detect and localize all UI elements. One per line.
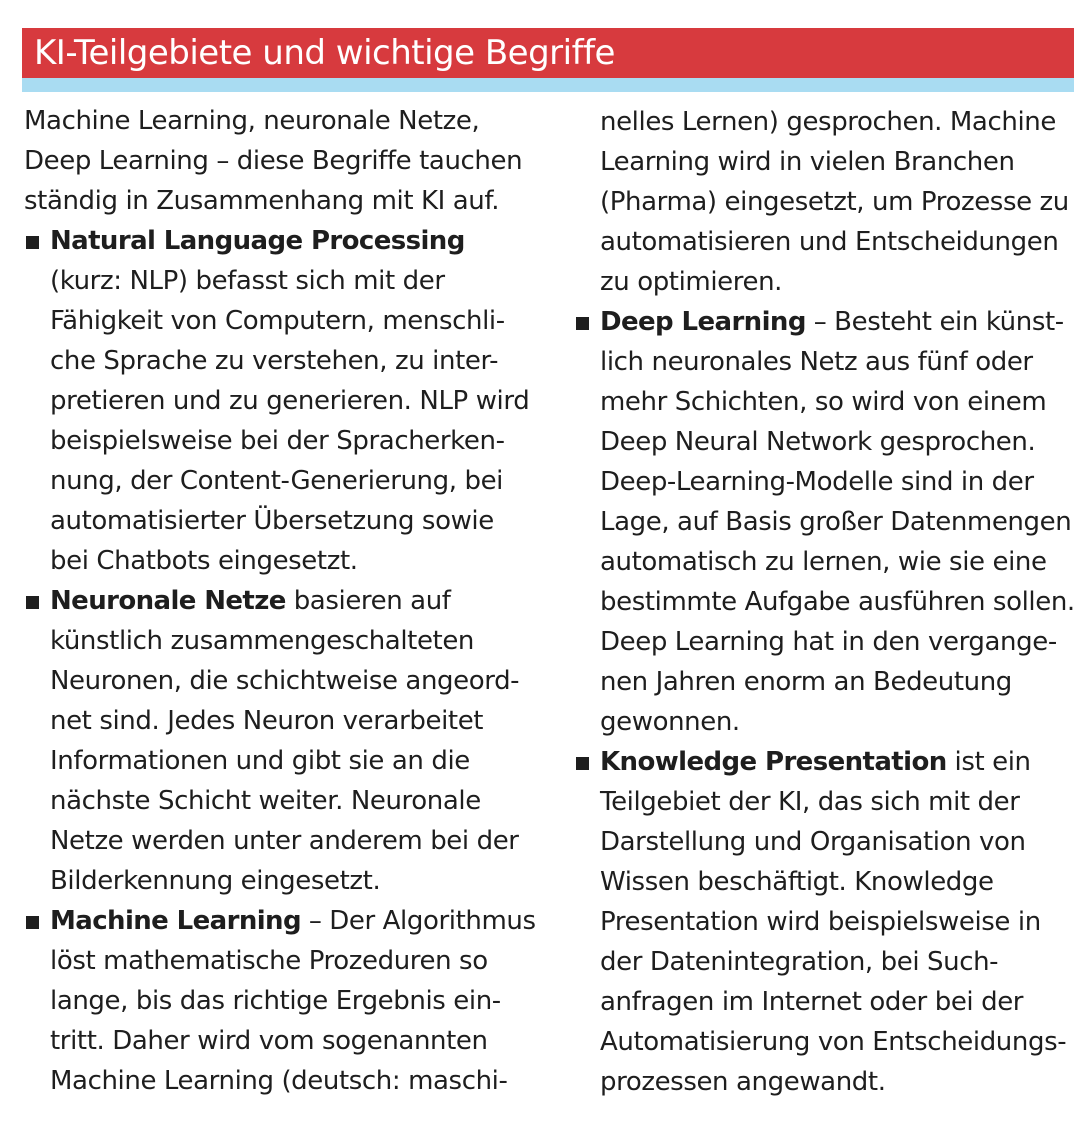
item-line: lich neuronales Netz aus fünf oder [600, 347, 1033, 377]
item-line: automatisierter Übersetzung sowie [50, 506, 494, 536]
item-line: gewonnen. [600, 707, 740, 737]
item-line: künstlich zusammengeschalteten [50, 626, 475, 656]
item-line: pretieren und zu generieren. NLP wird [50, 386, 530, 416]
item-line: Presentation wird beispielsweise in [600, 907, 1041, 937]
term-continuation: ist ein [946, 747, 1031, 777]
intro-line: Deep Learning – diese Begriffe tauchen [24, 146, 523, 176]
item-line: Deep Learning hat in den vergange- [600, 627, 1057, 657]
item-line: Machine Learning (deutsch: maschi- [50, 1066, 508, 1096]
item-line: (Pharma) eingesetzt, um Prozesse zu [600, 187, 1069, 217]
item-line: anfragen im Internet oder bei der [600, 987, 1024, 1017]
item-first-line [600, 746, 1031, 778]
item-line: prozessen angewandt. [600, 1067, 886, 1097]
item-line: Automatisierung von Entscheidungs- [600, 1027, 1067, 1057]
term-continuation: basieren auf [285, 586, 451, 616]
bullet-square [576, 317, 589, 330]
item-line: che Sprache zu verstehen, zu inter- [50, 346, 499, 376]
intro-line: Machine Learning, neuronale Netze, [24, 106, 480, 136]
term-knowledge-presentation: Knowledge Presentation [600, 747, 947, 777]
item-line: Netze werden unter anderem bei der [50, 826, 519, 856]
item-line: Informationen und gibt sie an die [50, 746, 470, 776]
bullet-square [26, 596, 39, 609]
bullet-square [26, 236, 39, 249]
item-line: Wissen beschäftigt. Knowledge [600, 867, 994, 897]
term-deep-learning: Deep Learning [600, 307, 806, 337]
bullet-square [576, 757, 589, 770]
item-line: tritt. Daher wird vom sogenannten [50, 1026, 488, 1056]
item-line: mehr Schichten, so wird von einem [600, 387, 1047, 417]
item-line: nelles Lernen) gesprochen. Machine [600, 107, 1056, 137]
item-line: automatisieren und Entscheidungen [600, 227, 1059, 257]
item-first-line [50, 905, 536, 937]
item-line: lange, bis das richtige Ergebnis ein- [50, 986, 501, 1016]
term-continuation: – Der Algorithmus [300, 906, 536, 936]
item-first-line [50, 225, 465, 257]
item-line: bei Chatbots eingesetzt. [50, 546, 358, 576]
item-line: zu optimieren. [600, 267, 783, 297]
item-line: Bilderkennung eingesetzt. [50, 866, 381, 896]
item-line: Deep-Learning-Modelle sind in der [600, 467, 1034, 497]
item-line: nen Jahren enorm an Bedeutung [600, 667, 1012, 697]
item-line: automatisch zu lernen, wie sie eine [600, 547, 1047, 577]
item-line: der Datenintegration, bei Such- [600, 947, 999, 977]
item-line: bestimmte Aufgabe ausführen sollen. [600, 587, 1075, 617]
item-line: Lage, auf Basis großer Datenmengen [600, 507, 1072, 537]
term-continuation: – Besteht ein künst- [805, 307, 1064, 337]
item-line: Darstellung und Organisation von [600, 827, 1026, 857]
bullet-square [26, 916, 39, 929]
term-machine-learning: Machine Learning [50, 906, 301, 936]
item-line: Neuronen, die schichtweise angeord- [50, 666, 520, 696]
item-line: Fähigkeit von Computern, menschli- [50, 306, 505, 336]
item-first-line [600, 306, 1064, 338]
item-first-line [50, 585, 451, 617]
item-line: (kurz: NLP) befasst sich mit der [50, 266, 445, 296]
item-line: nächste Schicht weiter. Neuronale [50, 786, 481, 816]
intro-line: ständig in Zusammenhang mit KI auf. [24, 186, 500, 216]
item-line: löst mathematische Prozeduren so [50, 946, 488, 976]
term-natural-language-processing: Natural Language Processing [50, 226, 465, 256]
page-title: KI-Teilgebiete und wichtige Begriffe [34, 33, 615, 73]
item-line: Deep Neural Network gesprochen. [600, 427, 1036, 457]
item-line: beispielsweise bei der Spracherken- [50, 426, 505, 456]
term-neuronale-netze: Neuronale Netze [50, 586, 286, 616]
item-line: Learning wird in vielen Branchen [600, 147, 1015, 177]
item-line: nung, der Content-Generierung, bei [50, 466, 503, 496]
right-column [560, 0, 1080, 1126]
item-line: net sind. Jedes Neuron verarbeitet [50, 706, 484, 736]
item-line: Teilgebiet der KI, das sich mit der [600, 787, 1020, 817]
